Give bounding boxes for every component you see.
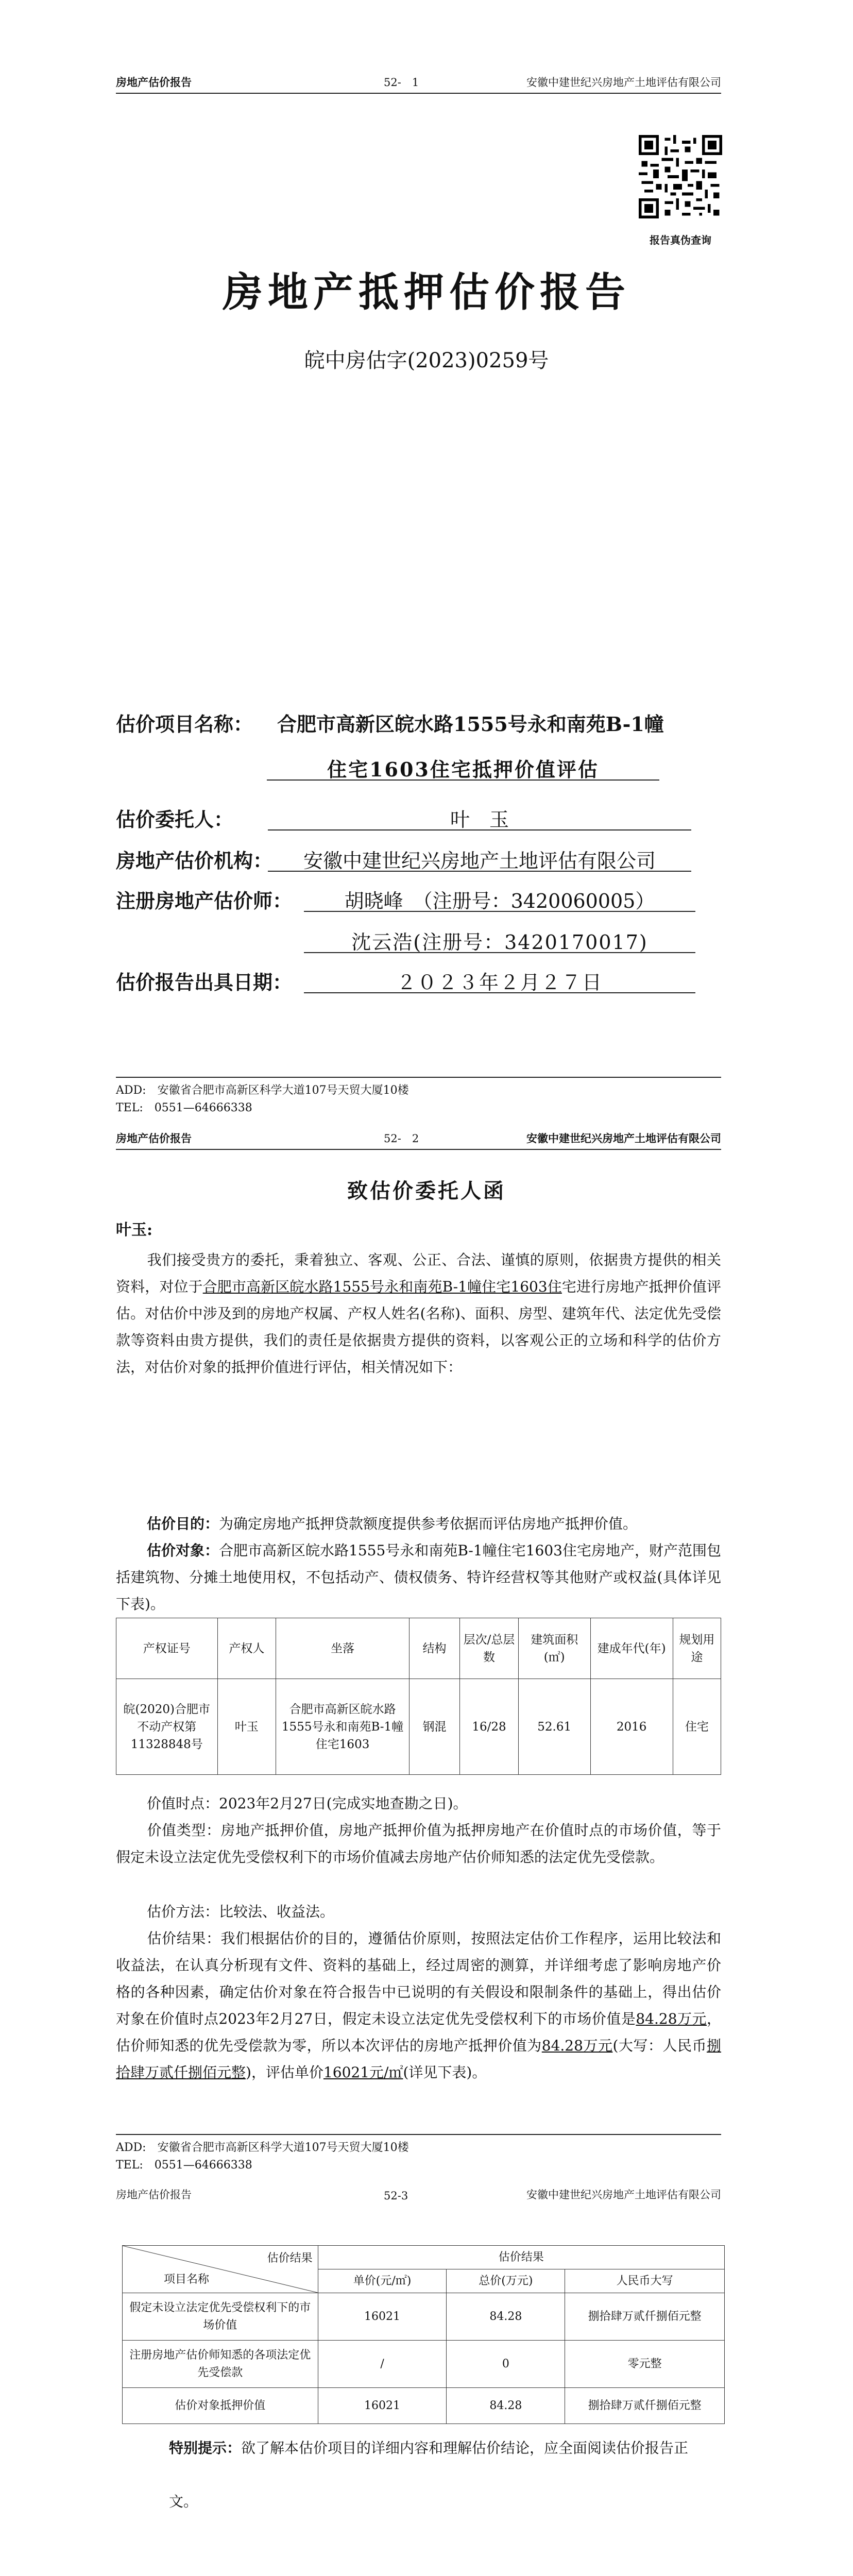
table-header: 坐落 — [276, 1618, 410, 1679]
table-cell: 零元整 — [565, 2341, 725, 2388]
table-header: 层次/总层数 — [460, 1618, 519, 1679]
table-cell: 估价对象抵押价值 — [123, 2388, 318, 2424]
corner-bottom-label: 项目名称 — [164, 2273, 210, 2286]
letter-method: 估价方法：比较法、收益法。 — [147, 1903, 335, 1920]
table-row — [123, 2341, 725, 2388]
project-line2: 住宅1603住宅抵押价值评估 — [267, 754, 659, 781]
qr-caption: 报告真伪查询 — [650, 234, 711, 246]
table-cell: 叶玉 — [217, 1679, 276, 1775]
table-row — [116, 1679, 721, 1775]
header-page-no: 52- 2 — [384, 1132, 419, 1145]
table-header-row — [116, 1618, 721, 1679]
header-left: 房地产估价报告 — [116, 76, 192, 89]
table-cell: 16/28 — [460, 1679, 519, 1775]
table-cell: 注册房地产估价师知悉的各项法定优先受偿款 — [123, 2341, 318, 2388]
letter-result: 估价结果：我们根据估价的目的，遵循估价原则，按照法定估价工作程序，运用比较法和收益法，在认真分析现有文件、资料的基础上，经过周密的测算，并详细考虑了影响房地产价格的各种因素，确定估价对象在符合报告中已说明的有关假设和限制条件的基础上，得出估价对象在价值时点2023年2月27日，假定未设立法定优先受偿权利下的市场价值是84.28万元，估价师知悉的优先受偿款为零，所以本次评估的房地产抵押价值为84.28万元(大写：人民币捌拾肆万贰仟捌佰元整)，评估单价16021元/㎡(详见下表)。 — [116, 1930, 721, 2081]
page1-footer — [116, 1077, 721, 1117]
client-value: 叶 玉 — [268, 804, 691, 831]
table-header: 建成年代(年) — [590, 1618, 673, 1679]
table-cell: 合肥市高新区皖水路1555号永和南苑B-1幢住宅1603 — [276, 1679, 410, 1775]
qr-code-icon[interactable] — [639, 135, 722, 218]
letter-recipient: 叶玉: — [116, 1221, 153, 1239]
table-cell: 捌拾肆万贰仟捌佰元整 — [565, 2388, 725, 2424]
table-cell: 皖(2020)合肥市不动产权第11328848号 — [116, 1679, 218, 1775]
letter-value-date: 价值时点：2023年2月27日(完成实地查勘之日)。 — [147, 1795, 468, 1812]
appraiser-2: 沈云浩(注册号：3420170017) — [304, 926, 695, 953]
header-page-no: 52- 1 — [384, 76, 419, 89]
page2-footer — [116, 2134, 721, 2174]
table-cell: 16021 — [318, 2388, 447, 2424]
value-in-words: 捌拾肆万贰仟捌佰元整 — [116, 2037, 721, 2081]
org-label: 房地产估价机构： — [116, 849, 273, 872]
table-cell: 84.28 — [447, 2293, 565, 2341]
appraiser-label: 注册房地产估价师： — [116, 889, 293, 912]
special-notice — [169, 2421, 710, 2529]
special-notice-text: 欲了解本估价项目的详细内容和理解估价结论，应全面阅读估价报告正文。 — [169, 2439, 689, 2510]
table-cell: 52.61 — [518, 1679, 590, 1775]
date-label: 估价报告出具日期： — [116, 971, 293, 994]
org-value: 安徽中建世纪兴房地产土地评估有限公司 — [268, 845, 691, 872]
header-company: 安徽中建世纪兴房地产土地评估有限公司 — [526, 2189, 721, 2201]
table-group-header: 估价结果 — [318, 2246, 724, 2269]
table-cell: 84.28 — [447, 2388, 565, 2424]
date-value: ２０２３年２月２７日 — [304, 967, 695, 993]
special-notice-label: 特别提示： — [169, 2439, 242, 2456]
table-cell: 钢混 — [409, 1679, 459, 1775]
page3-header — [116, 2183, 721, 2225]
property-table — [116, 1618, 721, 1775]
project-label: 估价项目名称： — [116, 713, 253, 736]
letter-title: 致估价委托人函 — [347, 1179, 506, 1203]
table-cell: 0 — [447, 2341, 565, 2388]
footer-tel: TEL: 0551—64666338 — [116, 2159, 252, 2172]
qr-block — [639, 135, 722, 247]
footer-tel: TEL: 0551—64666338 — [116, 1101, 252, 1114]
page1-header — [116, 73, 721, 94]
report-title: 房地产抵押估价报告 — [222, 269, 630, 316]
table-corner-cell — [123, 2246, 318, 2293]
client-label: 估价委托人： — [116, 808, 234, 831]
table-cell: 2016 — [590, 1679, 673, 1775]
header-company: 安徽中建世纪兴房地产土地评估有限公司 — [526, 1132, 721, 1145]
market-value: 84.28万元 — [636, 2010, 707, 2027]
header-left: 房地产估价报告 — [116, 1132, 192, 1145]
table-cell: 假定未设立法定优先受偿权利下的市场价值 — [123, 2293, 318, 2341]
table-header: 单价(元/㎡) — [318, 2269, 447, 2293]
table-header: 人民币大写 — [565, 2269, 725, 2293]
table-cell: / — [318, 2341, 447, 2388]
page2-header — [116, 1131, 721, 1150]
valuation-summary-table — [122, 2245, 725, 2424]
letter-object: 估价对象：合肥市高新区皖水路1555号永和南苑B-1幢住宅1603住宅房地产，财产范围包括建筑物、分摊土地使用权，不包括动产、债权债务、特许经营权等其他财产或权益(具体详见下表)。 — [116, 1542, 721, 1613]
corner-top-label: 估价结果 — [267, 2252, 313, 2265]
table-cell: 16021 — [318, 2293, 447, 2341]
table-header: 建筑面积(㎡) — [518, 1618, 590, 1679]
table-row — [123, 2293, 725, 2341]
table-cell: 住宅 — [673, 1679, 721, 1775]
table-header: 结构 — [409, 1618, 459, 1679]
project-line1: 合肥市高新区皖水路1555号永和南苑B-1幢 — [277, 713, 664, 736]
table-header: 规划用途 — [673, 1618, 721, 1679]
appraiser-1: 胡晓峰 （注册号：3420060005） — [304, 885, 695, 912]
unit-price: 16021元/㎡ — [323, 2064, 403, 2081]
table-header: 产权人 — [217, 1618, 276, 1679]
letter-paragraph-intro: 我们接受贵方的委托，秉着独立、客观、公正、合法、谨慎的原则，依据贵方提供的相关资料，对位于合肥市高新区皖水路1555号永和南苑B-1幢住宅1603住宅进行房地产抵押价值评估。对估价中涉及到的房地产权属、产权人姓名(名称)、面积、房型、建筑年代、法定优先受偿款等资料由贵方提供，我们的责任是依据贵方提供的资料，以客观公正的立场和科学的估价方法，对估价对象的抵押价值进行评估，相关情况如下： — [116, 1251, 721, 1376]
mortgage-value: 84.28万元 — [541, 2037, 613, 2054]
footer-address: ADD: 安徽省合肥市高新区科学大道107号天贸大厦10楼 — [116, 1084, 409, 1097]
header-company: 安徽中建世纪兴房地产土地评估有限公司 — [526, 76, 721, 89]
table-row — [123, 2388, 725, 2424]
letter-value-type: 价值类型：房地产抵押价值，房地产抵押价值为抵押房地产在价值时点的市场价值，等于假定未设立法定优先受偿权利下的市场价值减去房地产估价师知悉的法定优先受偿款。 — [116, 1822, 721, 1866]
report-number: 皖中房估字(2023)0259号 — [304, 349, 549, 372]
header-left: 房地产估价报告 — [116, 2189, 192, 2201]
footer-address: ADD: 安徽省合肥市高新区科学大道107号天贸大厦10楼 — [116, 2141, 409, 2154]
table-header: 产权证号 — [116, 1618, 218, 1679]
table-header: 总价(万元) — [447, 2269, 565, 2293]
header-page-no: 52-3 — [384, 2190, 408, 2202]
table-header-row — [123, 2246, 725, 2269]
property-address: 合肥市高新区皖水路1555号永和南苑B-1幢住宅1603住 — [202, 1278, 562, 1295]
table-cell: 捌拾肆万贰仟捌佰元整 — [565, 2293, 725, 2341]
letter-purpose: 估价目的：为确定房地产抵押贷款额度提供参考依据而评估房地产抵押价值。 — [147, 1515, 638, 1532]
